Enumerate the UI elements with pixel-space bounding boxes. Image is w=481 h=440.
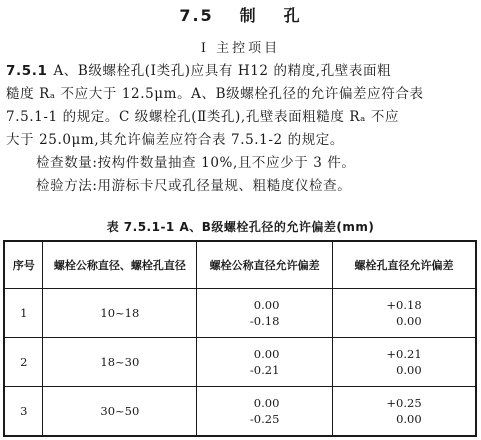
- diameter-range: 10~18: [43, 289, 197, 338]
- section-title-part1: 制: [239, 6, 258, 25]
- header-hole-tolerance: 螺栓孔直径允许偏差: [333, 241, 476, 289]
- clause-line-1: 7.5.1 A、B级螺栓孔(Ⅰ类孔)应具有 H12 的精度,孔壁表面粗: [6, 63, 392, 79]
- diameter-range: 18~30: [43, 338, 197, 387]
- row-number: 3: [4, 387, 43, 437]
- section-number: 7.5: [179, 6, 214, 25]
- hole-tolerance: +0.21 0.00: [333, 338, 476, 387]
- clause-line-2: 糙度 Rₐ 不应大于 12.5μm。A、B级螺栓孔径的允许偏差应符合表: [6, 86, 424, 102]
- bolt-tolerance: 0.00 -0.25: [197, 387, 333, 437]
- header-diameter: 螺栓公称直径、螺栓孔直径: [43, 241, 197, 289]
- tolerance-table: [3, 240, 477, 437]
- table-row: [4, 289, 476, 338]
- clause-line-3: 7.5.1-1 的规定。C 级螺栓孔(Ⅱ类孔),孔壁表面粗糙度 Rₐ 不应: [6, 109, 400, 125]
- section-title: [0, 3, 481, 26]
- table-row: [4, 387, 476, 437]
- table-header-row: [4, 241, 476, 289]
- bolt-tolerance: 0.00 -0.21: [197, 338, 333, 387]
- header-no: 序号: [4, 241, 43, 289]
- hole-tolerance: +0.25 0.00: [333, 387, 476, 437]
- header-bolt-tolerance: 螺栓公称直径允许偏差: [197, 241, 333, 289]
- clause-paragraph: [6, 60, 476, 198]
- table-row: [4, 338, 476, 387]
- clause-number: 7.5.1: [6, 63, 48, 79]
- row-number: 2: [4, 338, 43, 387]
- inspection-method: 检验方法:用游标卡尺或孔径量规、粗糙度仪检查。: [36, 178, 352, 194]
- diameter-range: 30~50: [43, 387, 197, 437]
- hole-tolerance: +0.18 0.00: [333, 289, 476, 338]
- section-title-part2: 孔: [283, 6, 302, 25]
- table-caption: 表 7.5.1-1 A、B级螺栓孔径的允许偏差(mm): [106, 220, 375, 234]
- clause-line-4: 大于 25.0μm,其允许偏差应符合表 7.5.1-2 的规定。: [6, 132, 344, 148]
- bolt-tolerance: 0.00 -0.18: [197, 289, 333, 338]
- inspection-quantity: 检查数量:按构件数量抽查 10%,且不应少于 3 件。: [36, 155, 356, 171]
- row-number: 1: [4, 289, 43, 338]
- subsection-title: Ⅰ 主控项目: [200, 41, 281, 56]
